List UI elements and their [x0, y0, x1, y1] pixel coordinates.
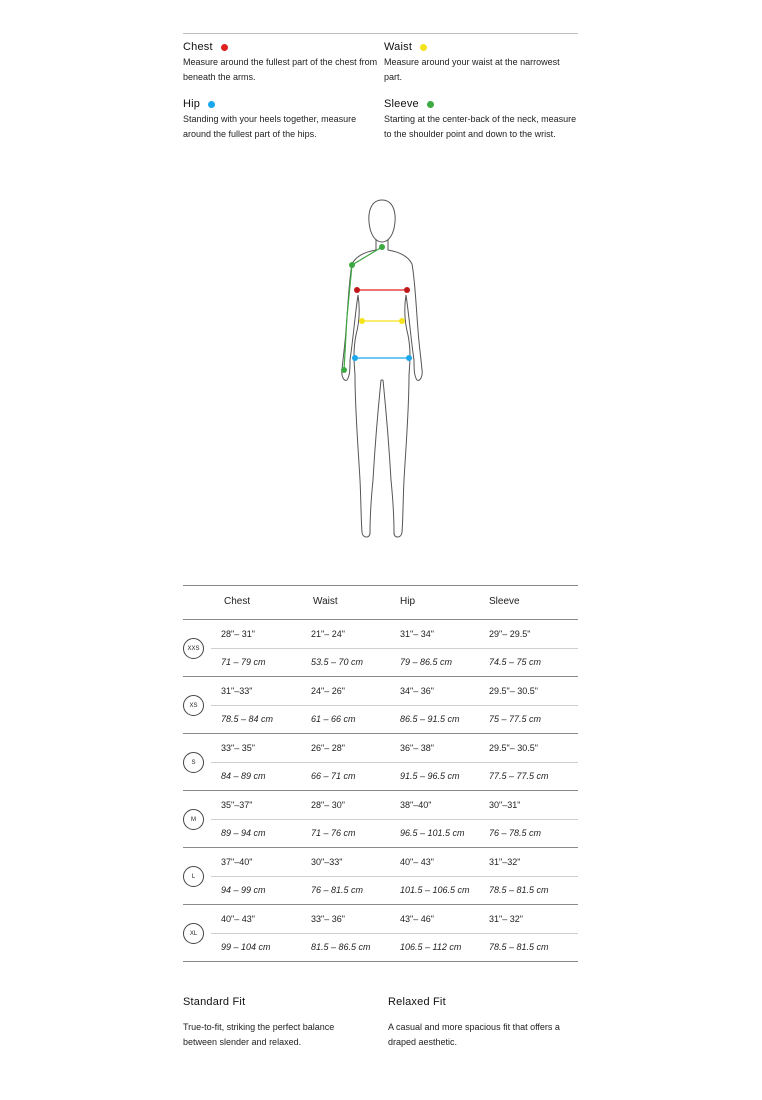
sleeve-inches: 31"– 32": [489, 914, 523, 924]
waist-inches: 28"– 30": [311, 800, 345, 810]
waist-cm: 81.5 – 86.5 cm: [311, 942, 371, 952]
hip-inches: 38"–40": [400, 800, 432, 810]
waist-cm: 66 – 71 cm: [311, 771, 356, 781]
waist-cm: 61 – 66 cm: [311, 714, 356, 724]
size-badge: XL: [183, 923, 204, 944]
chest-inches: 28"– 31": [221, 629, 255, 639]
chest-cm: 94 – 99 cm: [221, 885, 266, 895]
sleeve-guide-text: Starting at the center-back of the neck, measure to the shoulder point and down to the wrist.: [384, 114, 577, 139]
waist-inches: 21"– 24": [311, 629, 345, 639]
hip-guide: [183, 98, 358, 141]
chest-cm: 78.5 – 84 cm: [221, 714, 274, 724]
waist-inches: 33"– 36": [311, 914, 345, 924]
sleeve-cm: 78.5 – 81.5 cm: [489, 942, 549, 952]
chest-inches: 37"–40": [221, 857, 253, 867]
hip-color-dot-icon: [208, 101, 215, 108]
size-badge: XXS: [183, 638, 204, 659]
sleeve-inches: 31"–32": [489, 857, 521, 867]
hip-measure-line: [352, 355, 412, 361]
relaxed-fit-title: Relaxed Fit: [388, 996, 446, 1008]
chest-inches: 40"– 43": [221, 914, 255, 924]
size-badge: M: [183, 809, 204, 830]
relaxed-fit-section: [388, 996, 578, 1049]
hip-inches: 31"– 34": [400, 629, 434, 639]
waist-inches: 26"– 28": [311, 743, 345, 753]
table-row-s: [183, 734, 578, 791]
sleeve-inches: 30"–31": [489, 800, 521, 810]
chest-cm: 84 – 89 cm: [221, 771, 266, 781]
column-header-chest: Chest: [224, 596, 251, 607]
chest-cm: 89 – 94 cm: [221, 828, 266, 838]
hip-inches: 34"– 36": [400, 686, 434, 696]
chest-guide: [183, 41, 383, 84]
hip-cm: 106.5 – 112 cm: [400, 942, 462, 952]
hip-cm: 79 – 86.5 cm: [400, 657, 453, 667]
sleeve-inches: 29.5"– 30.5": [489, 743, 538, 753]
chest-inches: 33"– 35": [221, 743, 255, 753]
table-row-l: [183, 848, 578, 905]
table-row-xxs: [183, 620, 578, 677]
hip-inches: 43"– 46": [400, 914, 434, 924]
size-badge: L: [183, 866, 204, 887]
size-badge: XS: [183, 695, 204, 716]
body-outline: [342, 200, 422, 537]
waist-guide: [384, 41, 564, 84]
chest-guide-text: Measure around the fullest part of the chest from beneath the arms.: [183, 57, 378, 82]
column-header-sleeve: Sleeve: [489, 596, 520, 607]
chest-guide-title: Chest: [183, 41, 213, 53]
table-row-xs: [183, 677, 578, 734]
hip-guide-text: Standing with your heels together, measure around the fullest part of the hips.: [183, 114, 357, 139]
waist-inches: 30"–33": [311, 857, 343, 867]
relaxed-fit-text: A casual and more spacious fit that offers a draped aesthetic.: [388, 1022, 560, 1047]
table-row-m: [183, 791, 578, 848]
hip-inches: 36"– 38": [400, 743, 434, 753]
top-divider: [183, 33, 578, 34]
sleeve-guide-title: Sleeve: [384, 98, 419, 110]
sleeve-inches: 29"– 29.5": [489, 629, 531, 639]
sleeve-guide: [384, 98, 584, 141]
waist-measure-line: [359, 318, 405, 324]
table-header: [183, 585, 578, 620]
standard-fit-text: True-to-fit, striking the perfect balance between slender and relaxed.: [183, 1022, 335, 1047]
waist-cm: 71 – 76 cm: [311, 828, 356, 838]
chest-color-dot-icon: [221, 44, 228, 51]
chest-cm: 71 – 79 cm: [221, 657, 266, 667]
hip-cm: 91.5 – 96.5 cm: [400, 771, 460, 781]
hip-cm: 101.5 – 106.5 cm: [400, 885, 470, 895]
sleeve-cm: 74.5 – 75 cm: [489, 657, 542, 667]
hip-cm: 86.5 – 91.5 cm: [400, 714, 460, 724]
table-row-xl: [183, 905, 578, 962]
hip-cm: 96.5 – 101.5 cm: [400, 828, 465, 838]
chest-measure-line: [354, 287, 410, 293]
size-chart-table: [183, 585, 578, 962]
chest-inches: 31"–33": [221, 686, 253, 696]
standard-fit-title: Standard Fit: [183, 996, 246, 1008]
sleeve-inches: 29.5"– 30.5": [489, 686, 538, 696]
hip-guide-title: Hip: [183, 98, 201, 110]
sleeve-cm: 78.5 – 81.5 cm: [489, 885, 549, 895]
sleeve-measure-line: [341, 244, 385, 373]
waist-guide-text: Measure around your waist at the narrowest part.: [384, 57, 560, 82]
sleeve-color-dot-icon: [427, 101, 434, 108]
sleeve-cm: 75 – 77.5 cm: [489, 714, 542, 724]
standard-fit-section: [183, 996, 368, 1049]
column-header-hip: Hip: [400, 596, 416, 607]
chest-cm: 99 – 104 cm: [221, 942, 271, 952]
hip-inches: 40"– 43": [400, 857, 434, 867]
chest-inches: 35"–37": [221, 800, 253, 810]
column-header-waist: Waist: [313, 596, 338, 607]
waist-cm: 76 – 81.5 cm: [311, 885, 364, 895]
body-measurement-figure: [320, 190, 445, 550]
waist-color-dot-icon: [420, 44, 427, 51]
waist-inches: 24"– 26": [311, 686, 345, 696]
size-badge: S: [183, 752, 204, 773]
sleeve-cm: 76 – 78.5 cm: [489, 828, 542, 838]
sleeve-cm: 77.5 – 77.5 cm: [489, 771, 549, 781]
waist-cm: 53.5 – 70 cm: [311, 657, 364, 667]
waist-guide-title: Waist: [384, 41, 413, 53]
